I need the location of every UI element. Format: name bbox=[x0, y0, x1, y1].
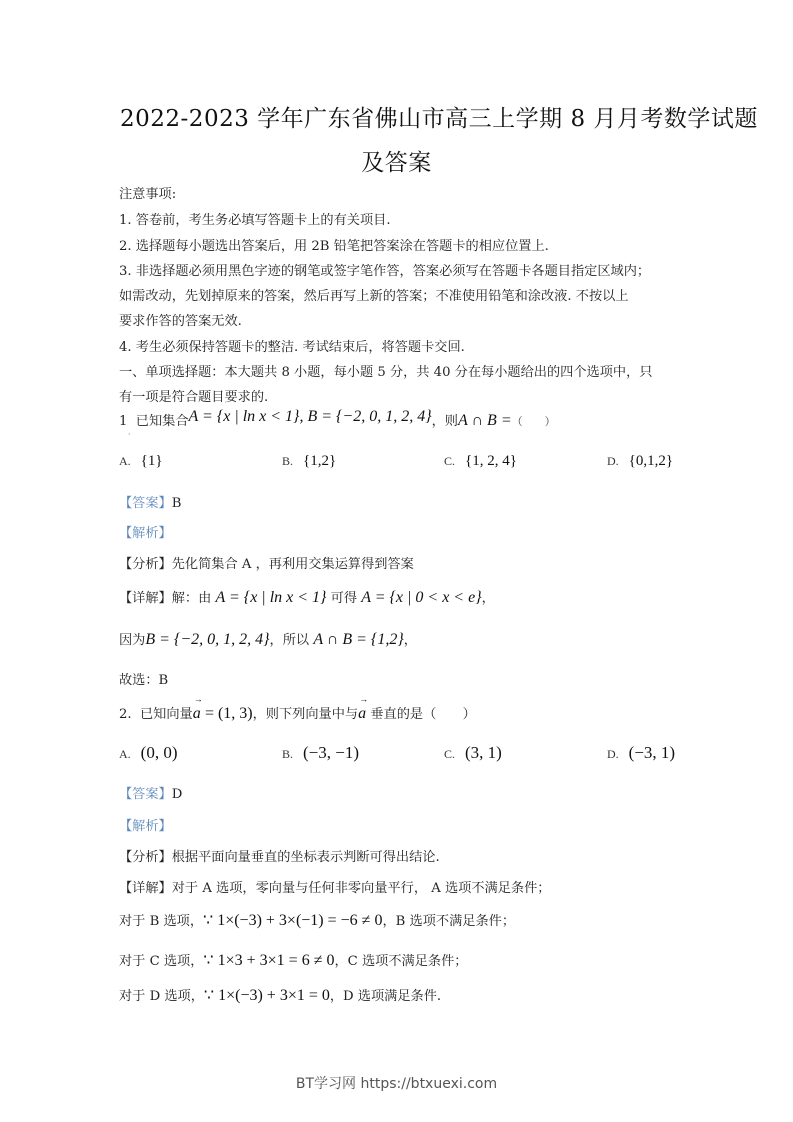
math-expression: A = {x | ln x < 1}, B = {−2, 0, 1, 2, 4} bbox=[188, 408, 432, 425]
vector-a: → a bbox=[358, 705, 366, 723]
notice-item-4: 4. 考生必须保持答题卡的整洁. 考试结束后，将答题卡交回. bbox=[119, 340, 465, 355]
answer-line bbox=[119, 492, 181, 511]
answer-tag: 【答案】 bbox=[119, 496, 172, 511]
answer-line bbox=[119, 783, 182, 802]
math-expression: A = {x | 0 < x < e} bbox=[361, 589, 482, 606]
analysis-tag: 【解析】 bbox=[119, 819, 172, 834]
option-d: D. (−3, 1) bbox=[607, 743, 676, 762]
notice-item-1: 1. 答卷前，考生务必填写答题卡上的有关项目. bbox=[119, 213, 391, 228]
fenxi-text: 根据平面向量垂直的坐标表示判断可得出结论. bbox=[171, 850, 440, 865]
math-expression: A ∩ B = {1,2} bbox=[313, 631, 404, 648]
math-expression: ∵ 1×(−3) + 3×(−1) = −6 ≠ 0 bbox=[203, 912, 383, 929]
option-a: A. {1} bbox=[119, 453, 163, 469]
math-expression: B = {−2, 0, 1, 2, 4} bbox=[145, 631, 270, 648]
option-c: C. {1, 2, 4} bbox=[444, 453, 517, 469]
xiangjie-line-3: 对于 C 选项，∵ 1×3 + 3×1 = 6 ≠ 0，C 选项不满足条件； bbox=[119, 952, 468, 969]
xiangjie-line-2: 对于 B 选项，∵ 1×(−3) + 3×(−1) = −6 ≠ 0，B 选项不满足条件； bbox=[119, 912, 516, 929]
xiangjie-line-4: 对于 D 选项，∵ 1×(−3) + 3×1 = 0，D 选项满足条件. bbox=[119, 987, 442, 1004]
math-expression: ∵ 1×(−3) + 3×1 = 0 bbox=[203, 987, 330, 1004]
conclusion: 故选：B bbox=[119, 673, 169, 688]
question-2-stem: 2. 已知向量→ a = (1, 3)，则下列向量中与→ a 垂直的是（ ） bbox=[119, 703, 476, 723]
math-expression: A = {x | ln x < 1} bbox=[215, 589, 327, 606]
math-expression: = (1, 3) bbox=[204, 705, 253, 722]
notice-item-2: 2. 选择题每小题选出答案后，用 2B 铅笔把答案涂在答题卡的相应位置上. bbox=[119, 239, 549, 254]
fenxi-tag: 【分析】 bbox=[119, 557, 172, 572]
xiangjie-tag: 【详解】 bbox=[119, 881, 172, 896]
answer-paren: （ ） bbox=[511, 415, 556, 428]
option-b: B. (−3, −1) bbox=[282, 743, 360, 762]
section-heading: 一、单项选择题：本大题共 8 小题，每小题 5 分，共 40 分在每小题给出的四个选项中，只 bbox=[119, 365, 653, 380]
answer-value: B bbox=[171, 496, 182, 511]
option-c: C. (3, 1) bbox=[444, 743, 502, 762]
answer-tag: 【答案】 bbox=[119, 787, 172, 802]
section-heading-cont: 有一项是符合题目要求的. bbox=[119, 390, 269, 405]
question-text: 已知集合 bbox=[135, 414, 189, 429]
option-a: A. (0, 0) bbox=[119, 743, 178, 762]
fenxi-line bbox=[119, 553, 414, 572]
answer-value: D bbox=[171, 787, 183, 802]
xiangjie-line-2: 因为B = {−2, 0, 1, 2, 4}，所以 A ∩ B = {1,2}， bbox=[119, 631, 417, 648]
math-expression: ∵ 1×3 + 3×1 = 6 ≠ 0 bbox=[203, 952, 335, 969]
fenxi-tag: 【分析】 bbox=[119, 850, 172, 865]
fenxi-text: 先化简集合 A ，再利用交集运算得到答案 bbox=[171, 557, 414, 572]
xiangjie-line-1: 【详解】对于 A 选项，零向量与任何非零向量平行， A 选项不满足条件； bbox=[119, 881, 551, 896]
notice-heading: 注意事项: bbox=[119, 187, 177, 202]
xiangjie-tag: 【详解】 bbox=[119, 591, 172, 606]
question-number: 1 bbox=[119, 414, 128, 429]
question-1-stem bbox=[119, 410, 556, 430]
analysis-tag: 【解析】 bbox=[119, 526, 172, 541]
option-d: D. {0,1,2} bbox=[607, 453, 674, 469]
question-number: 2. bbox=[119, 707, 132, 722]
footer-watermark: BT学习网 https://btxuexi.com bbox=[295, 1076, 498, 1092]
option-b: B. {1,2} bbox=[282, 453, 337, 469]
notice-item-3-cont2: 要求作答的答案无效. bbox=[119, 314, 242, 329]
notice-item-3-cont: 如需改动，先划掉原来的答案，然后再写上新的答案；不准使用铅笔和涂改液. 不按以上 bbox=[119, 289, 629, 304]
document-title-line2: 及答案 bbox=[361, 150, 432, 176]
fenxi-line bbox=[119, 846, 440, 865]
vector-a: → a bbox=[193, 705, 201, 723]
math-expression: A ∩ B = bbox=[458, 412, 512, 429]
question-text: ，则 bbox=[431, 414, 458, 429]
notice-item-3: 3. 非选择题必须用黑色字迹的钢笔或签字笔作答，答案必须写在答题卡各题目指定区域内； bbox=[119, 264, 651, 279]
dot-mark: · bbox=[128, 430, 131, 439]
xiangjie-line-1: 【详解】解：由 A = {x | ln x < 1} 可得 A = {x | 0 < x < e}， bbox=[119, 589, 495, 606]
document-title-line1: 2022-2023 学年广东省佛山市高三上学期 8 月月考数学试题 bbox=[120, 106, 758, 132]
